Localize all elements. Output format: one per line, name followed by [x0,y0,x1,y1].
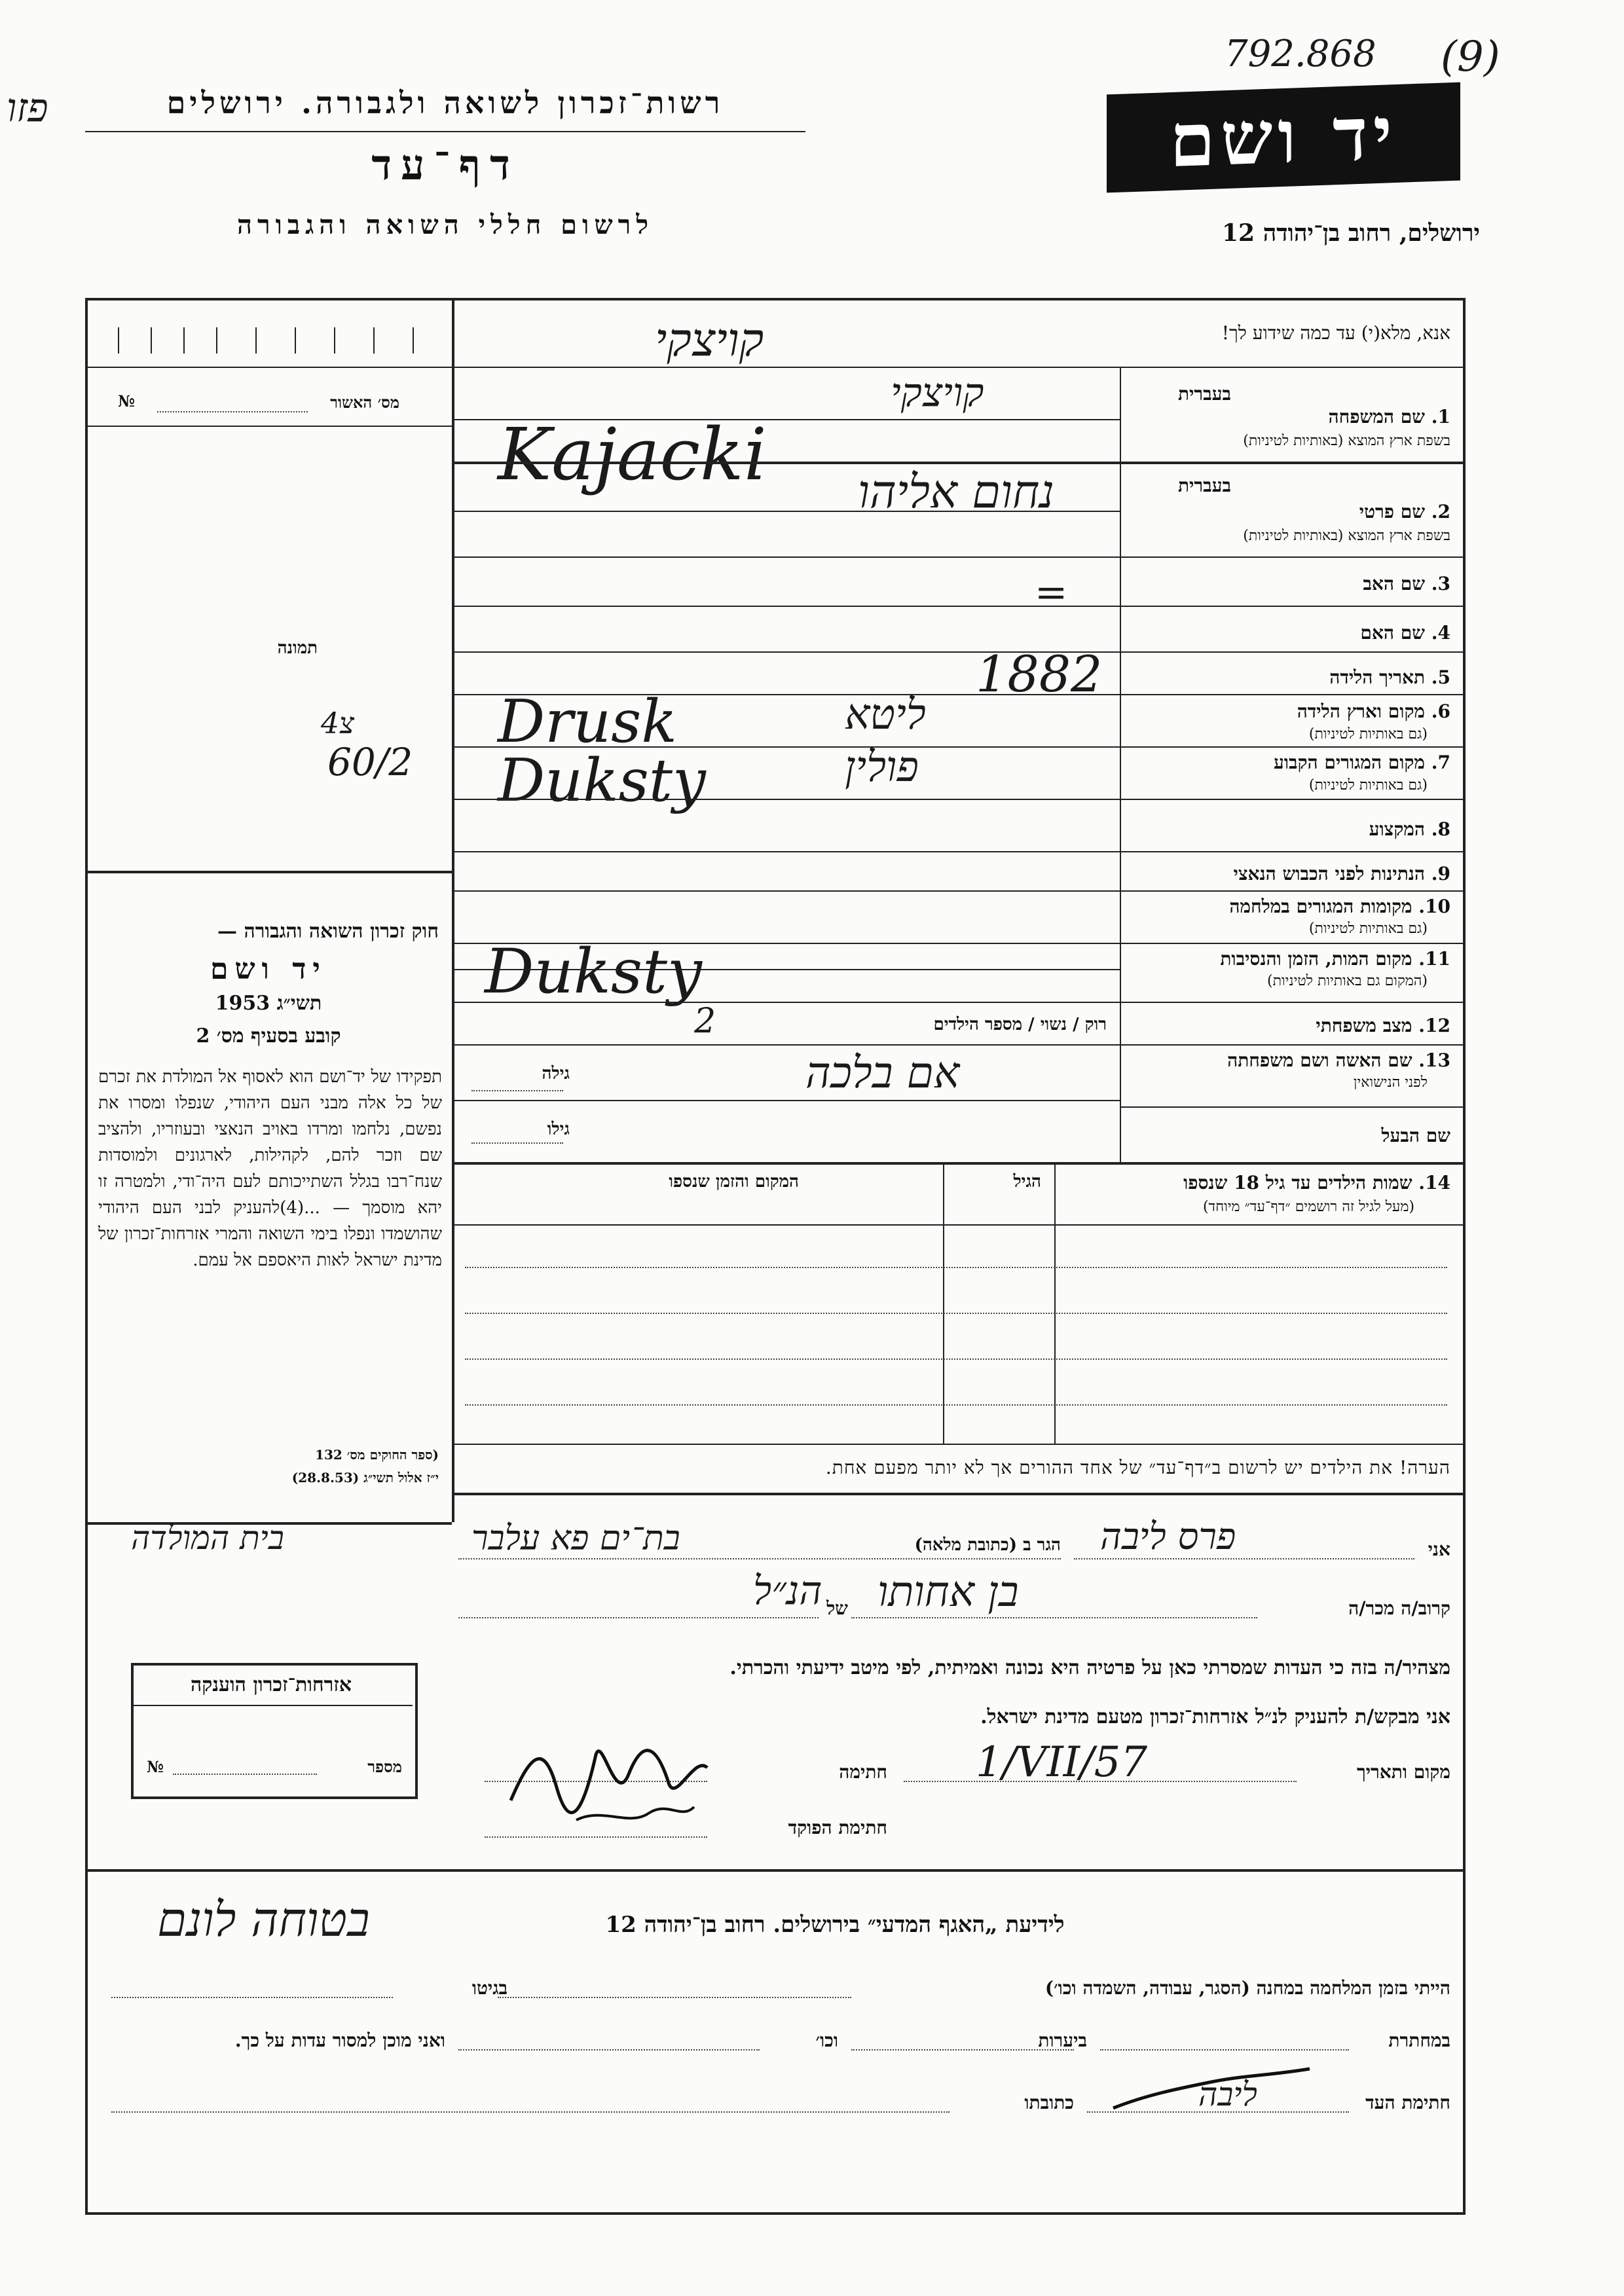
footer-witness-signature-field[interactable] [1087,2111,1349,2113]
citizenship-number-sign: № [147,1757,164,1776]
husband-line [452,1162,1463,1165]
law-name: יד ושם [210,953,327,986]
children-row-4[interactable] [465,1404,1447,1406]
law-year-hebrew: תשי״ג [276,992,322,1015]
field-11-line [452,1002,1463,1003]
declaration-i-label: אני [1428,1539,1450,1560]
left-corner-mark: פזו [7,85,48,131]
top-family-name-hebrew: קויצקי [655,313,764,367]
children-row-1[interactable] [465,1267,1447,1268]
declaration-address-value[interactable]: בת־ים פא עלבר [471,1519,680,1558]
field-1-label: 1. שם המשפחה [1328,406,1450,428]
field-13-age-label: גילה [542,1064,570,1084]
field-2-sub: בשפת ארץ המוצא (באותיות לטיניות) [1243,528,1450,544]
form-subtitle: לרשום חללי השואה והגבורה [236,210,654,240]
field-11-value[interactable]: Duksty [485,936,702,1008]
declaration-of-field[interactable] [458,1617,819,1618]
field-14-place-col: המקום והזמן שנספו [669,1172,799,1192]
field-11-mid-line [452,969,1120,970]
approval-row-line [85,426,452,427]
footer-etc-field[interactable] [458,2049,760,2050]
field-12-line [452,1044,1463,1046]
law-footnote-2: י״ז אלול תשי״ג (28.8.53) [291,1470,439,1485]
photo-annotation-2: 60/2 [327,740,413,784]
husband-age-label: גילו [547,1120,570,1139]
declaration-statement: מצהיר/ה בזה כי העדות שמסרתי כאן על פרטיה היא נכונה ואמיתית, לפי מיטב ידיעתי והכרתי. [729,1656,1450,1679]
footer-address-label: כתובתו [1024,2092,1074,2113]
declaration-officer-field[interactable] [485,1836,707,1838]
field-7-latin-value[interactable]: Duksty [498,746,706,815]
footer-forests: ביערות [1038,2030,1087,2051]
field-11-label: 11. מקום המות, הזמן והנסיבות [1220,948,1450,970]
law-text: תפקידו של יד־ושם הוא לאסוף אל המולדת את זכרם של כל אלה מבני העם היהודי, שנפלו ומסרו את נפשם, נלחמו ומרדו באויב הנאצי ובעוזריו, ולהציב שם וזכר להם, לקהילות, לארגונים ולמוסדות שנח־רבו בגלל השתייכותם לעם היה־ודי, ולמטרה זו יהא מוסמך — ...(4)להעניק לבני העם היהודי שהושמדו ונפלו בימי השואה והמרי אזרחות־זכרון של מדינת ישראל לאות היאספם אל עמם. [98,1067,443,1270]
field-6-sub: (גם באותיות לטיניות) [1308,726,1428,742]
children-col-div-2 [1054,1162,1056,1444]
field-11-sub: (המקום גם באותיות לטיניות) [1267,973,1428,989]
field-3-label: 3. שם האב [1363,573,1450,594]
footer-underground-field[interactable] [1100,2049,1349,2050]
declaration-relative-label: קרוב/ה מכר/ה [1348,1597,1450,1619]
law-title: חוק זכרון השואה והגבורה — [217,920,439,943]
field-8-label: 8. המקצוע [1369,818,1450,840]
note-line [452,1493,1463,1495]
page-corner-mark: (9) [1441,33,1500,81]
field-1-latin-value[interactable]: Kajacki [498,412,767,496]
footer-line1: הייתי בזמן המלחמה במחנה (הסגר, עבודה, השמדה וכו׳) [1044,1977,1450,1999]
field-10-label: 10. מקומות המגורים במלחמה [1229,896,1450,917]
field-12-children-value[interactable]: 2 [694,1002,716,1041]
declaration-of-label: של [826,1597,848,1619]
intro-row-line [85,367,1463,368]
field-3-value[interactable]: = [1035,570,1068,615]
citizenship-title-line [134,1705,413,1706]
declaration-request: אני מבקש/ת להעניק לנ״ל אזרחות־זכרון מטעם מדינת ישראל. [980,1705,1450,1728]
declaration-address-field[interactable] [458,1558,1061,1559]
note-text: הערה! את הילדים יש לרשום ב״דף־עד״ של אחד ההורים אך לא יותר מפעם אחת. [825,1457,1450,1478]
left-column-divider [452,298,454,1522]
approval-number-label: מס׳ האשור [330,393,399,412]
field-6-label: 6. מקום וארץ הלידה [1297,701,1450,722]
document-number: 792.868 [1225,33,1376,75]
field-1-hebrew-tag: בעברית [1177,383,1231,405]
field-13-label: 13. שם האשה ושם משפחתה [1227,1049,1450,1071]
field-7-sub: (גם באותיות לטיניות) [1308,777,1428,793]
field-7-label: 7. מקום המגורים הקבוע [1274,752,1450,773]
form-title: דף־עד [371,141,519,190]
photo-annotation-1: 4צ [321,707,355,740]
declaration-place-date-field[interactable] [904,1781,1297,1782]
field-6-hebrew-value[interactable]: ליטא [845,691,926,739]
field-10-sub: (גם באותיות לטיניות) [1308,920,1428,937]
intro-instruction: אנא, מלא(י) עד כמה שידוע לך! [1221,322,1450,344]
footer-witness-signature-value: ליבה [1198,2075,1257,2113]
field-13-line [1120,1106,1463,1108]
field-2-value[interactable]: נחום אליהו [858,465,1055,519]
footer-forests-field[interactable] [851,2049,1074,2050]
law-clause: קובע בסעיף מס׳ 2 [196,1025,341,1048]
law-year-row [131,992,406,1015]
declaration-relative-value[interactable]: בן אחותו [877,1568,1019,1616]
field-9-label: 9. הנתינות לפני הכבוש הנאצי [1233,863,1450,884]
law-year: 1953 [215,992,270,1015]
approval-number-sign: № [118,392,136,410]
declaration-relative-field[interactable] [851,1617,1257,1618]
approval-digit-boxes [98,327,439,361]
children-header-line [452,1224,1463,1226]
field-8-line [452,851,1463,852]
field-1-line [452,462,1463,464]
yad-vashem-logo: יד ושם [1107,82,1460,193]
field-14-label: 14. שמות הילדים עד גיל 18 שנספו [1183,1172,1450,1194]
approval-number-field[interactable] [157,411,308,412]
footer-address-field[interactable] [111,2111,950,2113]
field-1-mid-line [452,419,1120,420]
children-bottom-line [452,1444,1463,1445]
field-4-label: 4. שם האם [1360,622,1450,644]
citizenship-box [131,1663,418,1799]
footer-underground: במחתרת [1388,2030,1450,2051]
declaration-i-field[interactable] [1074,1558,1414,1559]
children-col-div-1 [943,1162,944,1444]
photo-label: תמונה [277,638,318,658]
field-5-label: 5. תאריך הלידה [1329,666,1450,688]
footer-heading: לידיעת „האגף המדעי״ בירושלים. רחוב בן־יהודה 12 [605,1912,1065,1938]
citizenship-number-field[interactable] [173,1774,317,1775]
citizenship-number-label: מספר [367,1757,402,1776]
field-1-sub: בשפת ארץ המוצא (באותיות לטיניות) [1243,433,1450,449]
footer-etc: וכו׳ [815,2030,838,2051]
field-2-hebrew-tag: בעברית [1177,475,1231,496]
field-13-sub: לפני הנישואין [1353,1074,1428,1091]
footer-ghetto-field[interactable] [111,1997,393,1998]
footer-witness-signature-label: חתימת העד [1365,2092,1450,2113]
field-5-value[interactable]: 1882 [976,645,1103,703]
citizenship-title: אזרחות־זכרון הוענקה [190,1673,352,1696]
field-12-label: 12. מצב משפחתי [1316,1015,1450,1036]
declaration-signature [498,1715,714,1846]
authority-underline [85,131,805,132]
address-header: ירושלים, רחוב בן־יהודה 12 [1221,219,1480,247]
husband-label: שם הבעל [1381,1125,1450,1146]
authority-name: רשות־זכרון לשואה ולגבורה. ירושלים [166,85,724,120]
field-13-mid-line [452,1100,1120,1101]
law-footnote-1: (ספר החוקים מס׳ 132 [315,1447,439,1463]
declaration-place-date-label: מקום ותאריך [1356,1761,1450,1783]
footer-ghetto-value[interactable]: בטוחה לונם [157,1892,370,1947]
children-row-3[interactable] [465,1358,1447,1360]
declaration-left-value: בית המולדה [131,1519,284,1557]
footer-camp-field[interactable] [498,1997,851,1998]
field-6-latin-value[interactable]: Drusk [498,687,677,756]
field-2-mid-line [452,511,1120,512]
declaration-signature-label: חתימה [839,1761,887,1783]
field-4-line [452,651,1463,653]
field-2-label: 2. שם פרטי [1359,501,1450,522]
field-2-line [452,556,1463,558]
field-7-hebrew-value[interactable]: פולין [845,743,919,792]
field-3-line [452,606,1463,607]
label-column-divider [1120,367,1121,1162]
field-14-age-col: הגיל [1013,1172,1041,1192]
declaration-date-value[interactable]: 1/VII/57 [976,1738,1148,1787]
field-9-line [452,890,1463,892]
field-13-age-field[interactable] [471,1090,563,1091]
declaration-residing-label: הגר ב (כתובת מלאה) [914,1535,1061,1555]
field-14-sub: (מעל לגיל זה רושמים ״דף־עד״ מיוחד) [1202,1199,1414,1215]
footer-divider [85,1869,1463,1872]
photo-bottom-line [85,871,452,873]
footer-in-ghetto: בגיטו [471,1977,507,1999]
footer-willing: ואני מוכן למסור עדות על כך. [234,2030,445,2051]
declaration-of-value[interactable]: הנ״ל [753,1568,822,1614]
husband-age-field[interactable] [471,1142,563,1144]
declaration-officer-label: חתימת הפוקד [788,1817,887,1838]
field-12-options: רוק / נשוי / מספר הילדים [933,1015,1107,1034]
field-7-line [452,799,1463,800]
children-row-2[interactable] [465,1313,1447,1314]
field-13-value[interactable]: אם בלכה [805,1048,960,1098]
field-1-hebrew-value[interactable]: קויצקי [891,370,984,416]
declaration-i-value[interactable]: פרס ליבה [1100,1516,1236,1558]
